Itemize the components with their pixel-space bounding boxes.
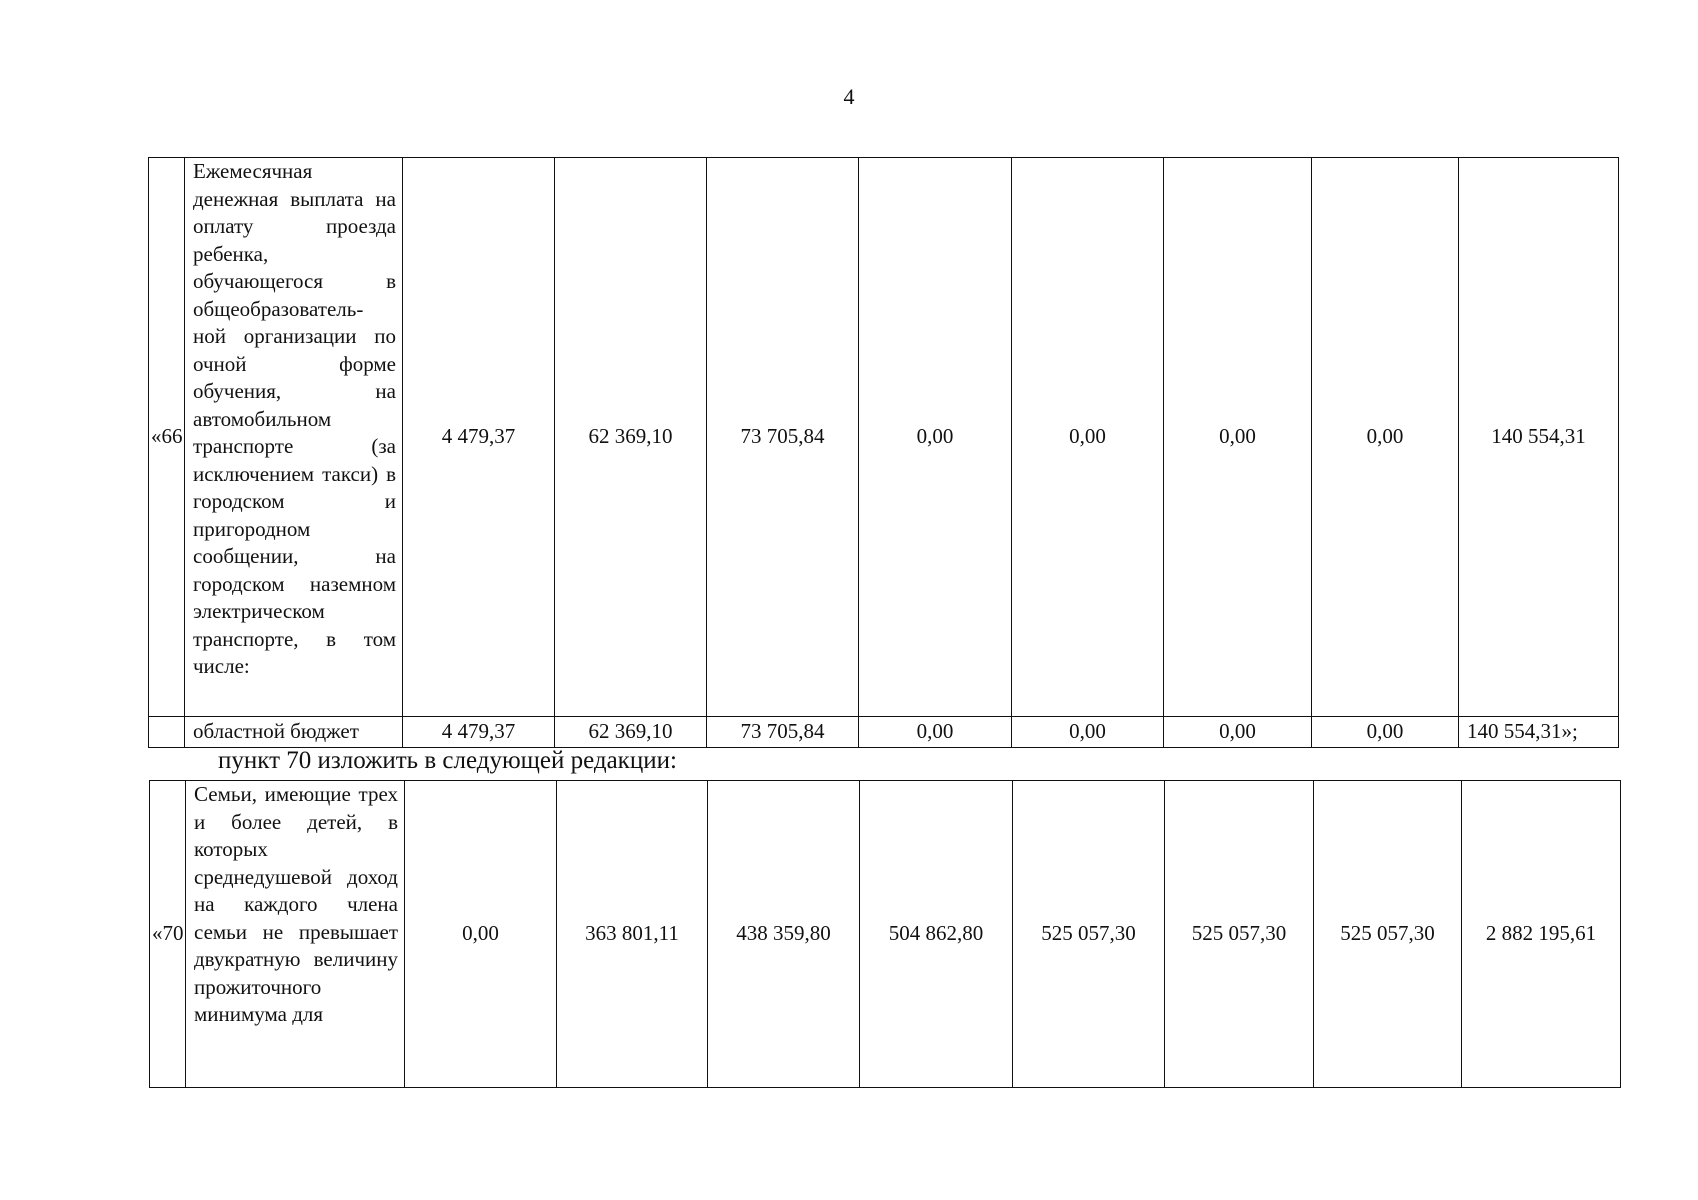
value-cell: 0,00 <box>405 781 557 1088</box>
value-cell: 0,00 <box>1164 717 1312 748</box>
value-cell: 363 801,11 <box>557 781 708 1088</box>
amendment-instruction: пункт 70 изложить в следующей редакции: <box>218 747 677 774</box>
row-number: «66 <box>149 158 185 717</box>
row-description: Ежемесячная денежная выплата на оплату проезда ребенка, обучающегося в общеобразователь-ной организации по очной форме обучения, на автомобильном транспорте (за исключением такси) в городском и пригородном сообщении, на городском наземном электрическом транспорте, в том числе: <box>185 158 403 717</box>
sub-row-label: областной бюджет <box>185 717 403 748</box>
total-cell: 140 554,31 <box>1459 158 1619 717</box>
value-cell: 0,00 <box>1312 717 1459 748</box>
value-cell: 62 369,10 <box>555 158 707 717</box>
value-cell: 73 705,84 <box>707 158 859 717</box>
table-row <box>149 158 1619 717</box>
table-row <box>149 717 1619 748</box>
total-cell: 140 554,31»; <box>1459 717 1619 748</box>
value-cell: 4 479,37 <box>403 158 555 717</box>
row-description: Семьи, имеющие трех и более детей, в которых среднедушевой доход на каждого члена семьи не превышает двукратную величину прожиточного минимума для <box>186 781 405 1088</box>
value-cell: 0,00 <box>859 717 1012 748</box>
empty-cell <box>149 717 185 748</box>
value-cell: 4 479,37 <box>403 717 555 748</box>
row-number: «70 <box>150 781 186 1088</box>
value-cell: 504 862,80 <box>860 781 1013 1088</box>
value-cell: 73 705,84 <box>707 717 859 748</box>
value-cell: 0,00 <box>1312 158 1459 717</box>
value-cell: 0,00 <box>1012 717 1164 748</box>
value-cell: 0,00 <box>1164 158 1312 717</box>
budget-table-row-66 <box>148 157 1619 748</box>
value-cell: 525 057,30 <box>1013 781 1165 1088</box>
value-cell: 525 057,30 <box>1165 781 1314 1088</box>
value-cell: 0,00 <box>1012 158 1164 717</box>
total-cell: 2 882 195,61 <box>1462 781 1621 1088</box>
value-cell: 62 369,10 <box>555 717 707 748</box>
table-row <box>150 781 1621 1088</box>
value-cell: 0,00 <box>859 158 1012 717</box>
value-cell: 525 057,30 <box>1314 781 1462 1088</box>
budget-table-row-70 <box>149 780 1621 1088</box>
value-cell: 438 359,80 <box>708 781 860 1088</box>
page-number: 4 <box>843 84 855 109</box>
